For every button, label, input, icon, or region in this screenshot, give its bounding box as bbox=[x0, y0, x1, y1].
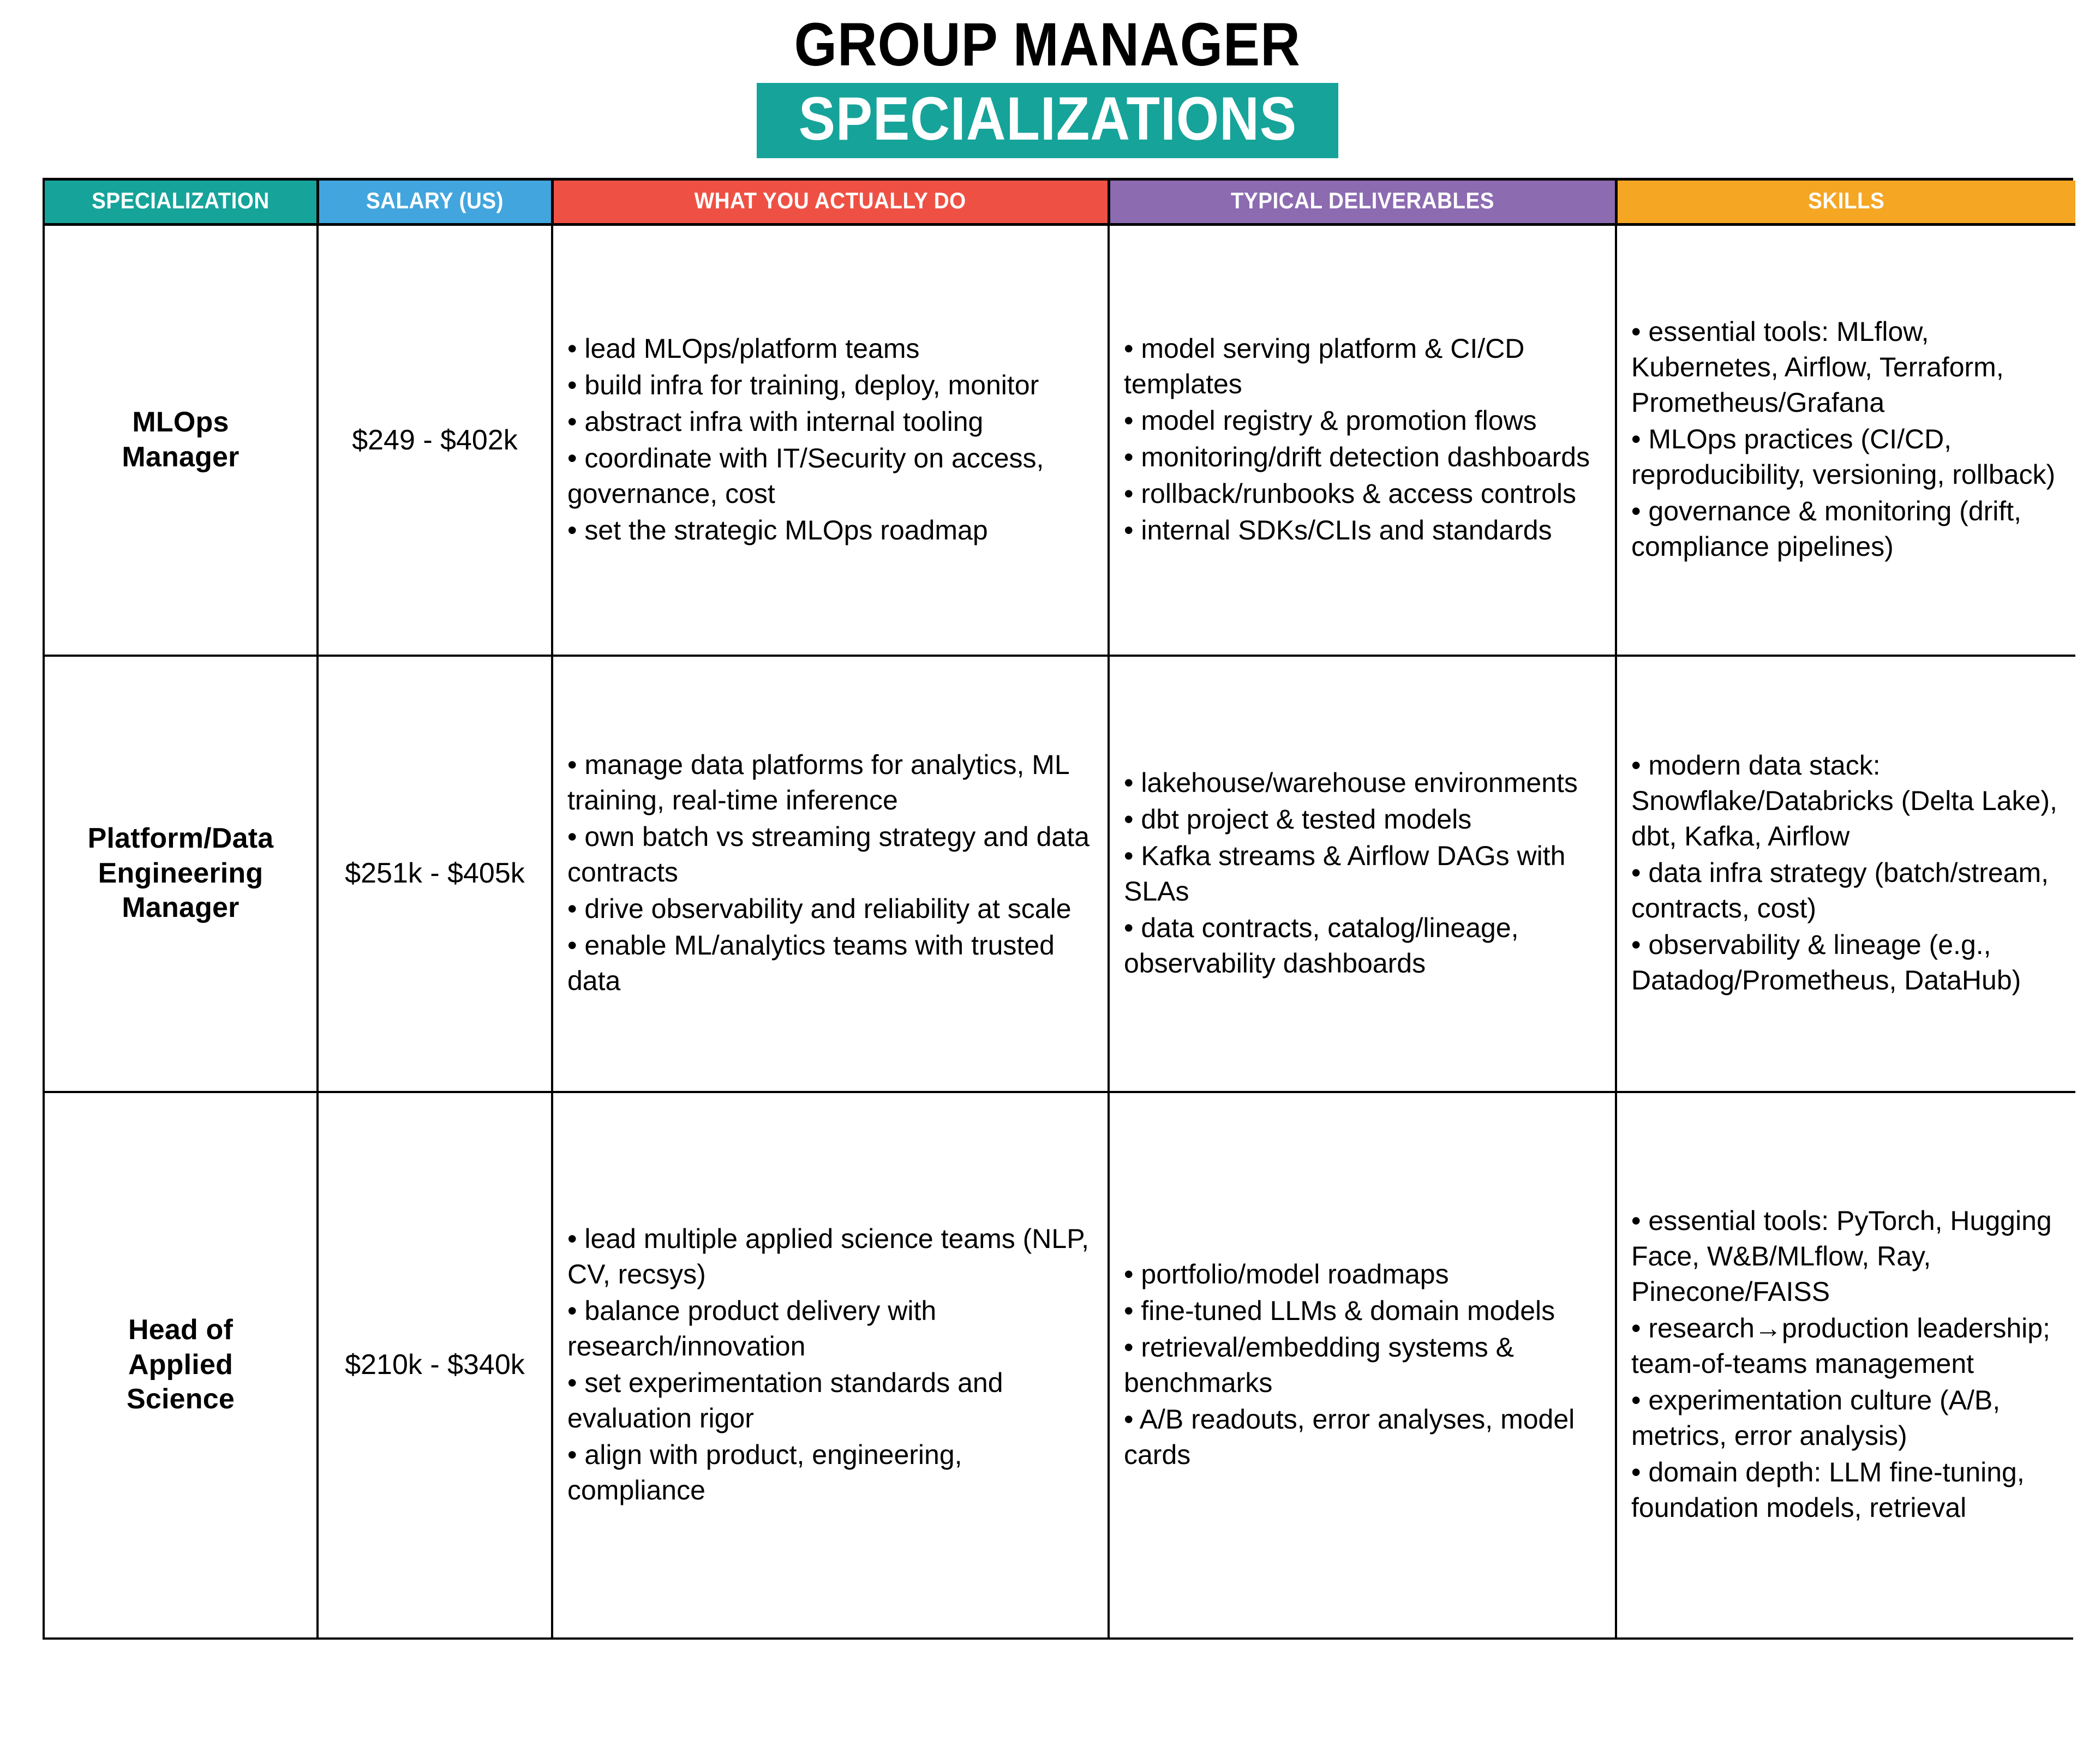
bullet-text: drive observability and reliability at scale bbox=[584, 893, 1072, 924]
bullet-text: lead MLOps/platform teams bbox=[584, 333, 920, 364]
cell-typical-deliverables bbox=[1109, 1092, 1616, 1637]
bullet-text: model serving platform & CI/CD templates bbox=[1124, 333, 1525, 399]
bullet-text: model registry & promotion flows bbox=[1141, 405, 1537, 436]
bullet-item bbox=[1124, 1293, 1601, 1329]
cell-specialization: Platform/Data Engineering Manager bbox=[45, 656, 318, 1092]
bullet-text: lakehouse/warehouse environments bbox=[1141, 767, 1578, 798]
bullet-item bbox=[1631, 1455, 2061, 1526]
bullet-item bbox=[1631, 927, 2061, 998]
bullet-marker: • bbox=[1124, 514, 1141, 545]
cell-what-you-actually-do bbox=[552, 225, 1109, 656]
bullet-text: research→production leadership; team-of-teams management bbox=[1631, 1313, 2050, 1379]
bullet-marker: • bbox=[1124, 405, 1141, 436]
bullet-text: abstract infra with internal tooling bbox=[584, 406, 984, 437]
bullet-item bbox=[1124, 1330, 1601, 1401]
bullet-item bbox=[1124, 403, 1601, 439]
column-header-skills: SKILLS bbox=[1616, 181, 2075, 225]
bullet-marker: • bbox=[1631, 316, 1649, 347]
bullet-item bbox=[567, 747, 1093, 818]
bullet-item bbox=[1124, 910, 1601, 981]
bullet-item bbox=[1631, 422, 2061, 493]
bullet-item bbox=[1631, 1203, 2061, 1310]
bullet-marker: • bbox=[567, 514, 585, 545]
bullet-list bbox=[1124, 1257, 1601, 1473]
bullet-item bbox=[1631, 314, 2061, 421]
table-row bbox=[45, 225, 2075, 656]
bullet-text: experimentation culture (A/B, metrics, error analysis) bbox=[1631, 1385, 2001, 1451]
bullet-marker: • bbox=[1631, 1313, 1649, 1343]
bullet-list bbox=[1631, 748, 2061, 998]
bullet-marker: • bbox=[1124, 803, 1141, 835]
table-header-row bbox=[45, 181, 2075, 225]
bullet-item bbox=[1124, 476, 1601, 512]
bullet-text: retrieval/embedding systems & benchmarks bbox=[1124, 1331, 1515, 1398]
specializations-table-wrapper bbox=[43, 178, 2073, 1640]
bullet-marker: • bbox=[1124, 333, 1141, 364]
cell-typical-deliverables bbox=[1109, 225, 1616, 656]
bullet-text: data infra strategy (batch/stream, contracts, cost) bbox=[1631, 857, 2049, 923]
bullet-item bbox=[567, 891, 1093, 927]
bullet-marker: • bbox=[1631, 857, 1649, 888]
bullet-text: dbt project & tested models bbox=[1141, 803, 1472, 835]
bullet-item bbox=[1124, 765, 1601, 801]
bullet-text: fine-tuned LLMs & domain models bbox=[1141, 1295, 1555, 1326]
bullet-text: enable ML/analytics teams with trusted data bbox=[567, 930, 1055, 996]
bullet-list bbox=[567, 747, 1093, 999]
bullet-item bbox=[1631, 1383, 2061, 1454]
cell-what-you-actually-do bbox=[552, 1092, 1109, 1637]
bullet-item bbox=[1124, 1257, 1601, 1292]
page-title-band bbox=[757, 83, 1339, 158]
bullet-item bbox=[567, 1221, 1093, 1292]
bullet-marker: • bbox=[1631, 424, 1649, 455]
bullet-text: align with product, engineering, compliance bbox=[567, 1439, 962, 1505]
bullet-marker: • bbox=[567, 442, 585, 473]
cell-salary: $249 - $402k bbox=[318, 225, 552, 656]
bullet-text: balance product delivery with research/innovation bbox=[567, 1295, 937, 1361]
bullet-item bbox=[567, 1365, 1093, 1436]
bullet-marker: • bbox=[567, 1439, 585, 1470]
cell-skills bbox=[1616, 1092, 2075, 1637]
bullet-list bbox=[567, 1221, 1093, 1508]
bullet-marker: • bbox=[1631, 750, 1649, 781]
cell-salary: $251k - $405k bbox=[318, 656, 552, 1092]
bullet-marker: • bbox=[1631, 1457, 1649, 1487]
bullet-item bbox=[567, 513, 1093, 548]
bullet-item bbox=[567, 928, 1093, 999]
specializations-table bbox=[45, 181, 2075, 1637]
bullet-marker: • bbox=[1124, 478, 1141, 509]
bullet-item bbox=[1124, 440, 1601, 475]
bullet-marker: • bbox=[567, 369, 585, 400]
column-header-salary: SALARY (US) bbox=[318, 181, 552, 225]
bullet-list bbox=[1631, 1203, 2061, 1526]
bullet-marker: • bbox=[1124, 441, 1141, 472]
bullet-text: lead multiple applied science teams (NLP, CV, recsys) bbox=[567, 1223, 1089, 1289]
bullet-item bbox=[1124, 838, 1601, 909]
column-header-what-you-actually-do: WHAT YOU ACTUALLY DO bbox=[552, 181, 1109, 225]
bullet-item bbox=[1124, 513, 1601, 548]
bullet-text: build infra for training, deploy, monitor bbox=[584, 369, 1039, 400]
bullet-item bbox=[567, 819, 1093, 890]
bullet-item bbox=[567, 1293, 1093, 1364]
bullet-text: coordinate with IT/Security on access, governance, cost bbox=[567, 442, 1044, 509]
bullet-marker: • bbox=[567, 893, 585, 924]
bullet-text: portfolio/model roadmaps bbox=[1141, 1258, 1449, 1289]
bullet-text: essential tools: PyTorch, Hugging Face, W&B/MLflow, Ray, Pinecone/FAISS bbox=[1631, 1205, 2052, 1307]
bullet-marker: • bbox=[1124, 840, 1141, 871]
bullet-item bbox=[1631, 1311, 2061, 1382]
table-row bbox=[45, 656, 2075, 1092]
bullet-text: Kafka streams & Airflow DAGs with SLAs bbox=[1124, 840, 1566, 907]
bullet-text: modern data stack: Snowflake/Databricks (Delta Lake), dbt, Kafka, Airflow bbox=[1631, 750, 2057, 851]
cell-salary: $210k - $340k bbox=[318, 1092, 552, 1637]
table-body bbox=[45, 225, 2075, 1637]
bullet-marker: • bbox=[567, 333, 585, 364]
bullet-item bbox=[567, 368, 1093, 403]
bullet-text: observability & lineage (e.g., Datadog/Prometheus, DataHub) bbox=[1631, 929, 2021, 995]
bullet-text: manage data platforms for analytics, ML training, real-time inference bbox=[567, 749, 1069, 815]
bullet-list bbox=[1124, 765, 1601, 981]
bullet-item bbox=[1631, 855, 2061, 926]
bullet-item bbox=[567, 404, 1093, 440]
bullet-text: set the strategic MLOps roadmap bbox=[584, 514, 988, 545]
bullet-list bbox=[567, 331, 1093, 548]
bullet-marker: • bbox=[567, 821, 585, 852]
bullet-text: MLOps practices (CI/CD, reproducibility, versioning, rollback) bbox=[1631, 424, 2056, 490]
bullet-marker: • bbox=[1124, 1403, 1140, 1435]
bullet-text: set experimentation standards and evaluation rigor bbox=[567, 1367, 1003, 1433]
column-header-typical-deliverables: TYPICAL DELIVERABLES bbox=[1109, 181, 1616, 225]
page-title-sub: SPECIALIZATIONS bbox=[798, 85, 1297, 153]
bullet-marker: • bbox=[567, 1295, 585, 1326]
bullet-marker: • bbox=[1124, 767, 1141, 798]
bullet-marker: • bbox=[1124, 1295, 1141, 1326]
bullet-item bbox=[1631, 748, 2061, 854]
bullet-list bbox=[1124, 331, 1601, 548]
table-row bbox=[45, 1092, 2075, 1637]
bullet-marker: • bbox=[1631, 1385, 1649, 1415]
bullet-item bbox=[567, 1437, 1093, 1508]
bullet-marker: • bbox=[1631, 1205, 1649, 1236]
cell-typical-deliverables bbox=[1109, 656, 1616, 1092]
cell-skills bbox=[1616, 225, 2075, 656]
column-header-specialization: SPECIALIZATION bbox=[45, 181, 318, 225]
bullet-marker: • bbox=[567, 749, 585, 780]
cell-skills bbox=[1616, 656, 2075, 1092]
page-header bbox=[0, 0, 2095, 158]
bullet-text: own batch vs streaming strategy and data contracts bbox=[567, 821, 1090, 887]
bullet-marker: • bbox=[567, 406, 585, 437]
bullet-list bbox=[1631, 314, 2061, 565]
bullet-item bbox=[567, 441, 1093, 512]
bullet-marker: • bbox=[1631, 929, 1649, 960]
cell-specialization: MLOps Manager bbox=[45, 225, 318, 656]
bullet-text: monitoring/drift detection dashboards bbox=[1141, 441, 1590, 472]
bullet-item bbox=[1124, 802, 1601, 837]
page-title-main: GROUP MANAGER bbox=[794, 10, 1301, 79]
bullet-marker: • bbox=[567, 930, 585, 961]
bullet-text: data contracts, catalog/lineage, observability dashboards bbox=[1124, 912, 1519, 979]
bullet-text: rollback/runbooks & access controls bbox=[1141, 478, 1576, 509]
bullet-item bbox=[567, 331, 1093, 367]
bullet-text: governance & monitoring (drift, compliance pipelines) bbox=[1631, 496, 2022, 562]
bullet-item bbox=[1124, 1402, 1601, 1473]
bullet-item bbox=[1124, 331, 1601, 402]
bullet-text: A/B readouts, error analyses, model cards bbox=[1124, 1403, 1575, 1470]
bullet-text: essential tools: MLflow, Kubernetes, Airflow, Terraform, Prometheus/Grafana bbox=[1631, 316, 2004, 418]
bullet-marker: • bbox=[567, 1223, 585, 1254]
bullet-text: domain depth: LLM fine-tuning, foundation models, retrieval bbox=[1631, 1457, 2025, 1523]
bullet-item bbox=[1631, 494, 2061, 565]
cell-specialization: Head of Applied Science bbox=[45, 1092, 318, 1637]
cell-what-you-actually-do bbox=[552, 656, 1109, 1092]
bullet-marker: • bbox=[567, 1367, 585, 1398]
bullet-marker: • bbox=[1124, 1258, 1141, 1289]
bullet-marker: • bbox=[1124, 1331, 1141, 1363]
bullet-marker: • bbox=[1631, 496, 1649, 527]
bullet-marker: • bbox=[1124, 912, 1141, 943]
bullet-text: internal SDKs/CLIs and standards bbox=[1141, 514, 1552, 545]
